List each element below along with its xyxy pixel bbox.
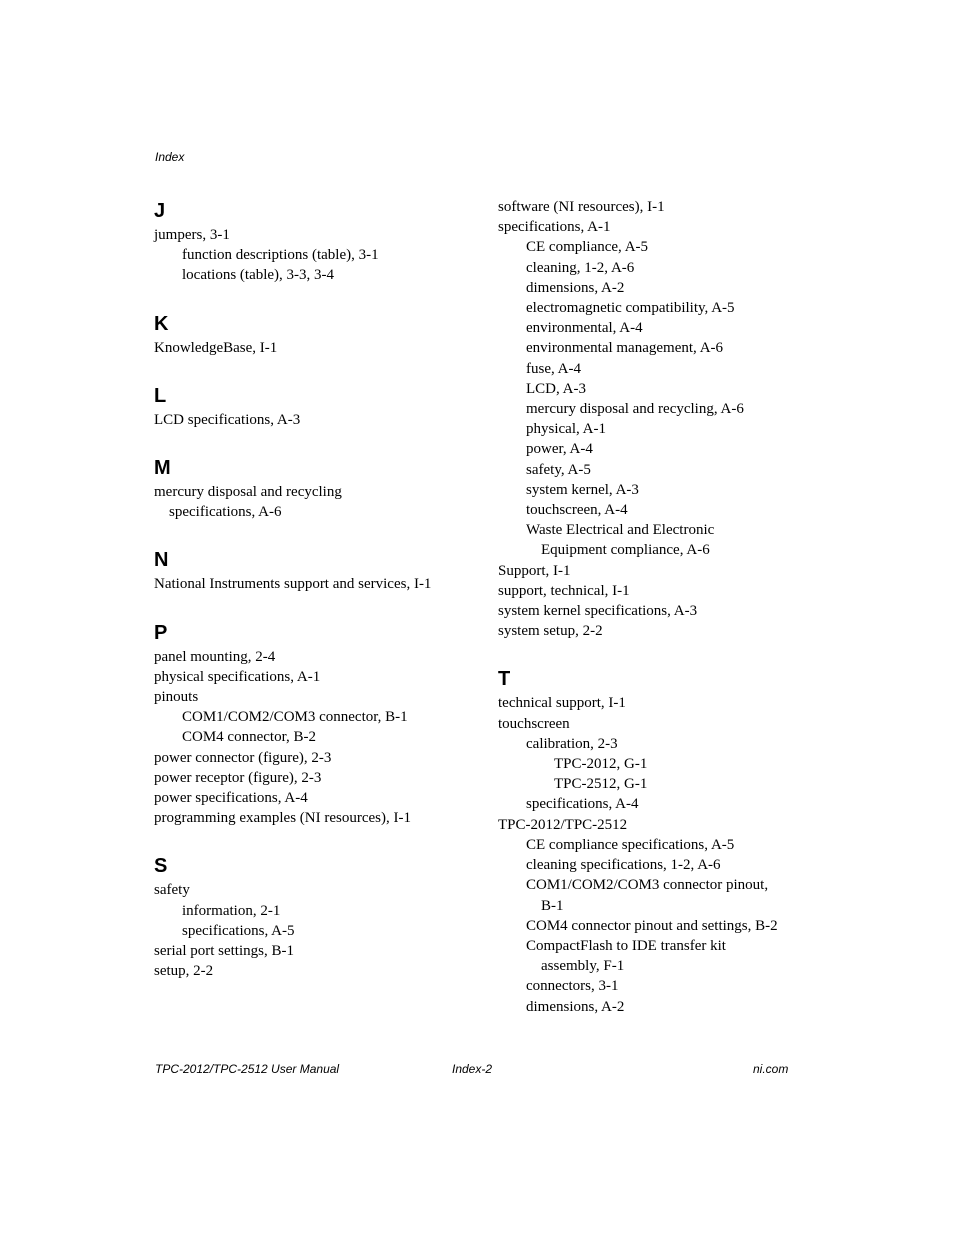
index-entry: system kernel, A-3 bbox=[526, 481, 639, 498]
index-entry: CE compliance specifications, A-5 bbox=[526, 836, 735, 853]
index-entry: touchscreen, A-4 bbox=[526, 502, 628, 519]
index-entry: LCD, A-3 bbox=[526, 380, 586, 397]
index-entry: safety bbox=[154, 882, 190, 899]
index-column-left bbox=[154, 197, 474, 981]
index-entry: panel mounting, 2-4 bbox=[154, 648, 276, 665]
index-entry: locations (table), 3-3, 3-4 bbox=[182, 267, 335, 284]
index-entry: Equipment compliance, A-6 bbox=[541, 542, 710, 559]
index-entry: calibration, 2-3 bbox=[526, 735, 618, 752]
index-entry: COM1/COM2/COM3 connector, B-1 bbox=[182, 709, 408, 726]
index-entry: specifications, A-4 bbox=[526, 796, 639, 813]
index-entry: mercury disposal and recycling bbox=[154, 484, 342, 501]
footer-manual-title: TPC-2012/TPC-2512 User Manual bbox=[155, 1062, 340, 1076]
index-entry: KnowledgeBase, I-1 bbox=[154, 339, 278, 356]
index-entry: cleaning specifications, 1-2, A-6 bbox=[526, 857, 721, 874]
index-entry: specifications, A-5 bbox=[182, 922, 295, 939]
index-letter-heading: T bbox=[498, 668, 511, 691]
index-column-right bbox=[498, 197, 818, 1017]
index-entry: support, technical, I-1 bbox=[498, 582, 630, 599]
index-entry: TPC-2012, G-1 bbox=[554, 756, 648, 773]
index-entry: Support, I-1 bbox=[498, 562, 571, 579]
index-entry: pinouts bbox=[154, 689, 199, 706]
index-entry: technical support, I-1 bbox=[498, 695, 626, 712]
index-entry: safety, A-5 bbox=[526, 461, 591, 478]
index-entry: function descriptions (table), 3-1 bbox=[182, 247, 379, 264]
index-entry: cleaning, 1-2, A-6 bbox=[526, 259, 635, 276]
index-entry: COM4 connector pinout and settings, B-2 bbox=[526, 917, 778, 934]
running-header: Index bbox=[155, 150, 185, 164]
index-entry: assembly, F-1 bbox=[541, 958, 625, 975]
index-entry: dimensions, A-2 bbox=[526, 998, 625, 1015]
index-entry: COM1/COM2/COM3 connector pinout, bbox=[526, 877, 769, 894]
index-entry: National Instruments support and services, I-1 bbox=[154, 576, 432, 593]
index-entry: programming examples (NI resources), I-1 bbox=[154, 810, 411, 827]
index-entry: TPC-2012/TPC-2512 bbox=[498, 816, 628, 833]
index-entry: information, 2-1 bbox=[182, 902, 281, 919]
index-entry: LCD specifications, A-3 bbox=[154, 411, 301, 428]
index-entry: COM4 connector, B-2 bbox=[182, 729, 316, 746]
index-letter-heading: N bbox=[154, 549, 169, 572]
index-letter-heading: L bbox=[154, 384, 167, 407]
index-entry: power specifications, A-4 bbox=[154, 790, 308, 807]
index-entry: dimensions, A-2 bbox=[526, 279, 625, 296]
index-entry: system kernel specifications, A-3 bbox=[498, 603, 698, 620]
index-entry: B-1 bbox=[541, 897, 564, 914]
footer-website: ni.com bbox=[753, 1062, 789, 1076]
index-entry: specifications, A-6 bbox=[169, 504, 282, 521]
index-letter-heading: P bbox=[154, 621, 168, 644]
index-entry: physical, A-1 bbox=[526, 421, 606, 438]
index-letter-heading: S bbox=[154, 855, 168, 878]
index-entry: power receptor (figure), 2-3 bbox=[154, 769, 322, 786]
index-entry: Waste Electrical and Electronic bbox=[526, 522, 715, 539]
index-entry: touchscreen bbox=[498, 715, 570, 732]
index-entry: environmental management, A-6 bbox=[526, 340, 724, 357]
index-letter-heading: M bbox=[154, 457, 171, 480]
index-letter-heading: J bbox=[154, 200, 166, 222]
index-entry: TPC-2512, G-1 bbox=[554, 776, 648, 793]
index-entry: specifications, A-1 bbox=[498, 219, 611, 236]
index-entry: fuse, A-4 bbox=[526, 360, 581, 377]
index-entry: physical specifications, A-1 bbox=[154, 668, 321, 685]
index-entry: power connector (figure), 2-3 bbox=[154, 749, 332, 766]
index-letter-heading: K bbox=[154, 312, 169, 335]
index-entry: software (NI resources), I-1 bbox=[498, 199, 665, 215]
index-entry: mercury disposal and recycling, A-6 bbox=[526, 401, 744, 418]
index-entry: electromagnetic compatibility, A-5 bbox=[526, 300, 735, 317]
index-entry: connectors, 3-1 bbox=[526, 978, 619, 995]
index-entry: CompactFlash to IDE transfer kit bbox=[526, 937, 726, 954]
index-entry: jumpers, 3-1 bbox=[154, 227, 230, 243]
index-entry: CE compliance, A-5 bbox=[526, 239, 649, 256]
index-entry: power, A-4 bbox=[526, 441, 593, 458]
index-entry: setup, 2-2 bbox=[154, 963, 214, 980]
footer-page-number: Index-2 bbox=[452, 1062, 493, 1076]
index-entry: system setup, 2-2 bbox=[498, 623, 603, 640]
index-entry: environmental, A-4 bbox=[526, 320, 643, 337]
index-entry: serial port settings, B-1 bbox=[154, 943, 294, 960]
